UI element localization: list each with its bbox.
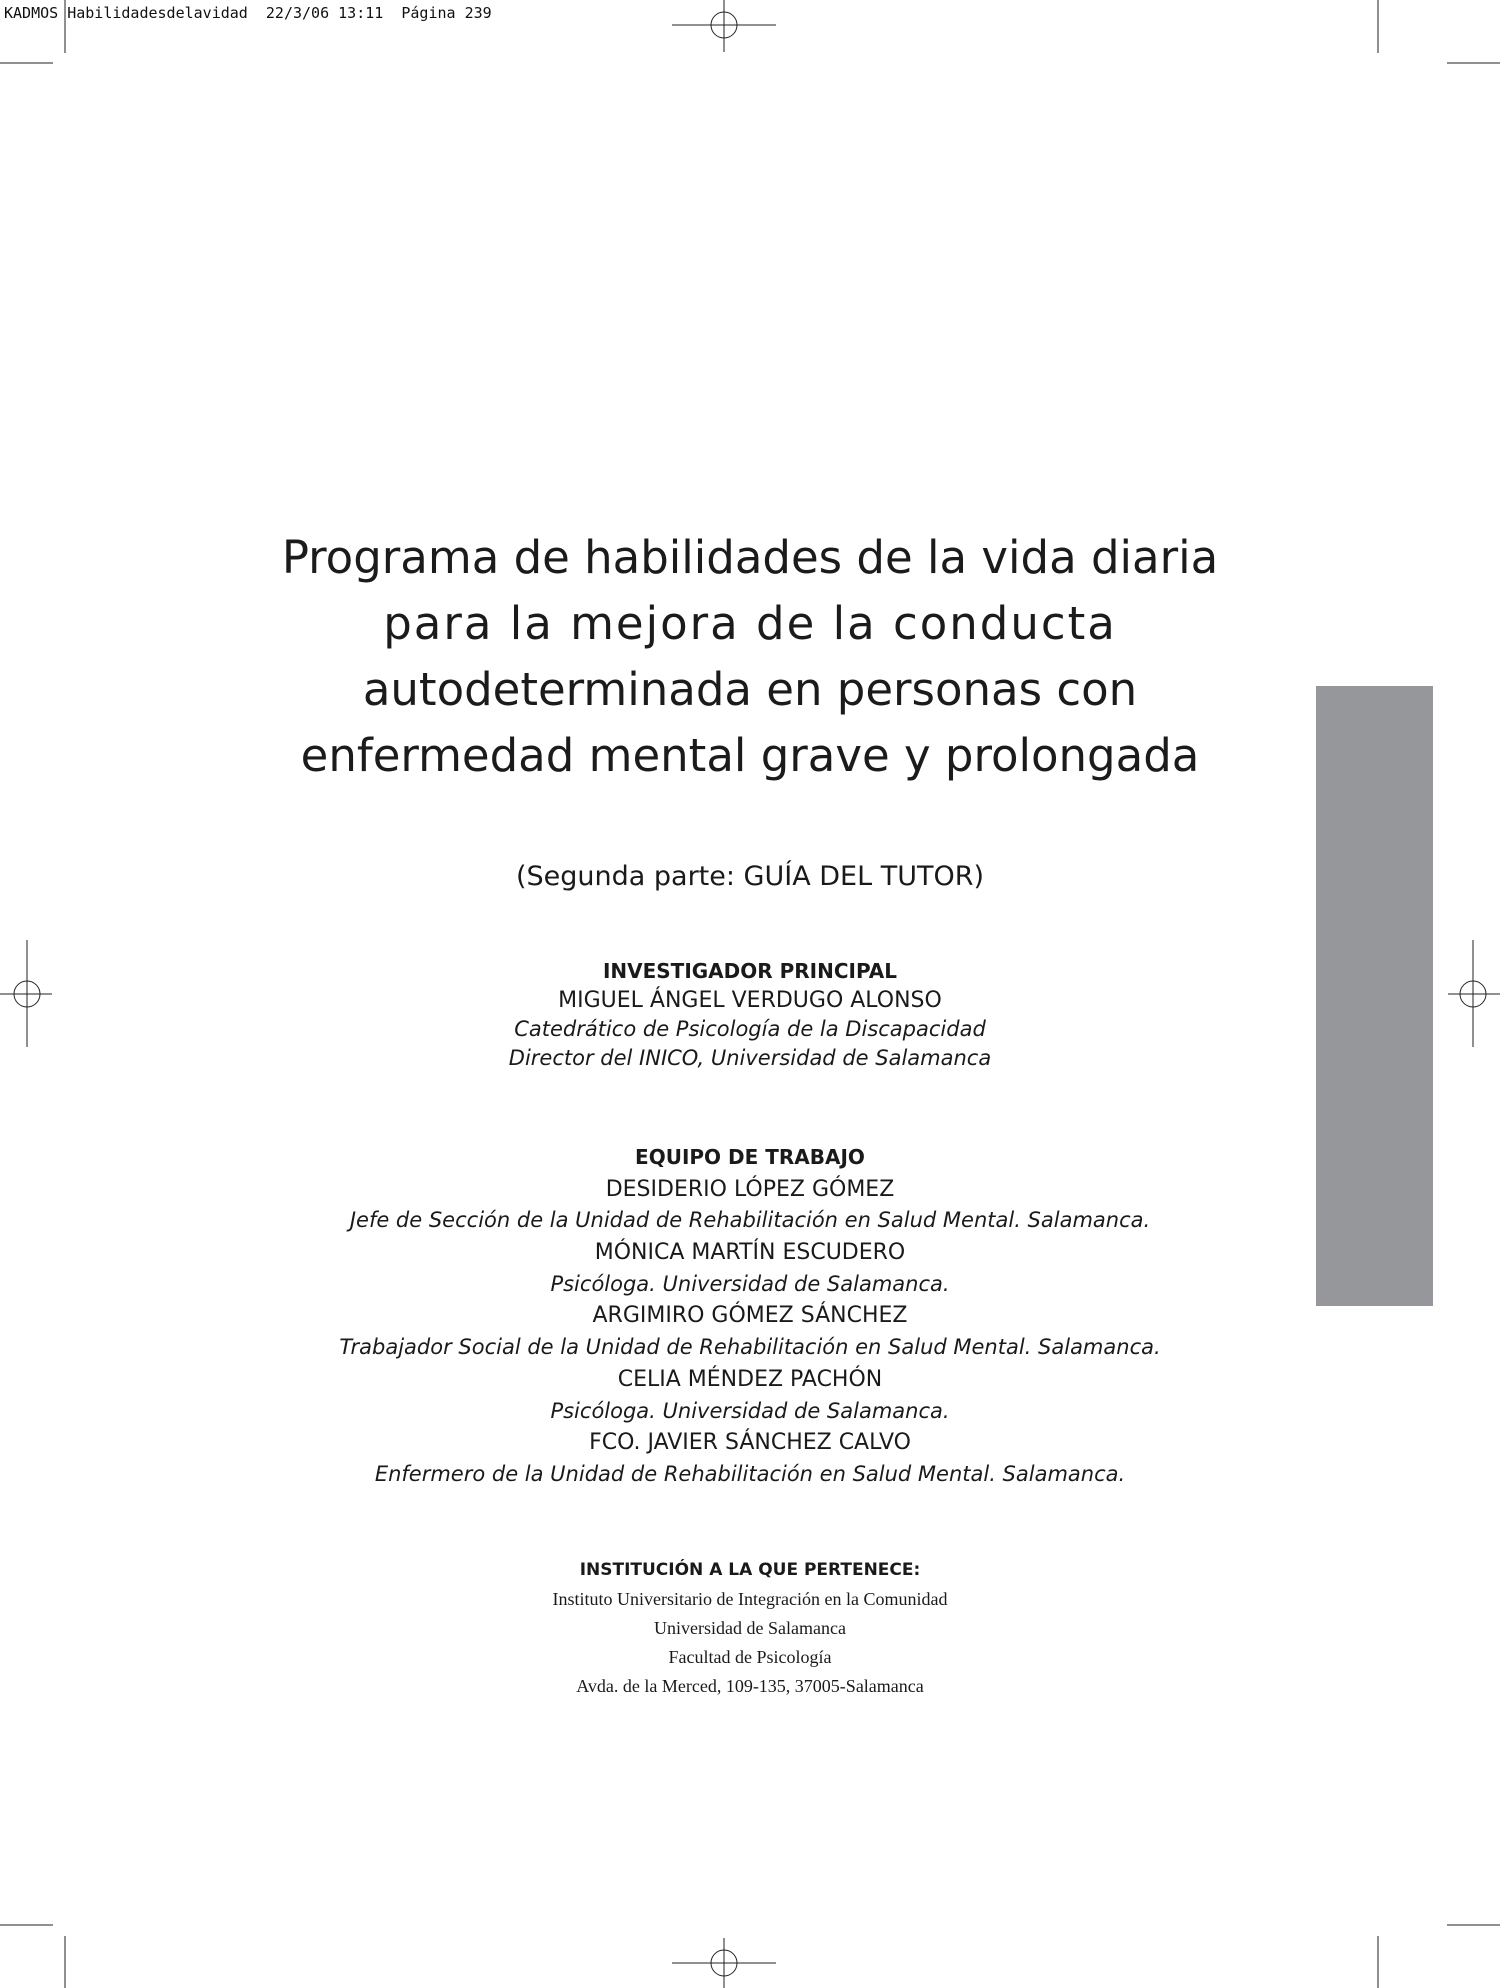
member-role: Psicóloga. Universidad de Salamanca. <box>550 1271 950 1296</box>
institucion-section <box>0 1556 1500 1701</box>
title-line-3: autodeterminada en personas con <box>362 663 1138 716</box>
slug-date-time: 22/3/06 13:11 <box>265 4 384 22</box>
equipo-heading: EQUIPO DE TRABAJO <box>635 1145 865 1169</box>
title-line-1: Programa de habilidades de la vida diaria <box>281 531 1219 584</box>
institucion-line: Universidad de Salamanca <box>654 1618 846 1638</box>
member-role: Jefe de Sección de la Unidad de Rehabilitación en Salud Mental. Salamanca. <box>349 1208 1151 1233</box>
institucion-line: Instituto Universitario de Integración en la Comunidad <box>552 1589 948 1609</box>
page-title <box>0 525 1500 789</box>
member-role: Enfermero de la Unidad de Rehabilitación en Salud Mental. Salamanca. <box>374 1461 1126 1486</box>
member-name: DESIDERIO LÓPEZ GÓMEZ <box>605 1176 895 1202</box>
investigador-heading: INVESTIGADOR PRINCIPAL <box>602 959 898 983</box>
member-name: CELIA MÉNDEZ PACHÓN <box>617 1366 883 1392</box>
member-role: Psicóloga. Universidad de Salamanca. <box>550 1398 950 1423</box>
subtitle: (Segunda parte: GUÍA DEL TUTOR) <box>515 861 985 892</box>
title-line-2: para la mejora de la conducta <box>383 597 1117 650</box>
institucion-line: Avda. de la Merced, 109-135, 37005-Salamanca <box>576 1676 924 1696</box>
title-line-4: enfermedad mental grave y prolongada <box>300 729 1200 782</box>
investigador-role-2: Director del INICO, Universidad de Salamanca <box>508 1046 992 1070</box>
investigador-name: MIGUEL ÁNGEL VERDUGO ALONSO <box>558 988 942 1013</box>
slug-job: KADMOS Habilidadesdelavidad <box>4 4 248 22</box>
slug-page-label: Página 239 <box>401 4 492 22</box>
member-name: MÓNICA MARTÍN ESCUDERO <box>594 1240 906 1266</box>
institucion-heading: INSTITUCIÓN A LA QUE PERTENECE: <box>579 1560 921 1580</box>
member-name: FCO. JAVIER SÁNCHEZ CALVO <box>589 1430 911 1456</box>
investigador-role-1: Catedrático de Psicología de la Discapacidad <box>514 1017 986 1041</box>
member-role: Trabajador Social de la Unidad de Rehabilitación en Salud Mental. Salamanca. <box>339 1335 1161 1360</box>
institucion-line: Facultad de Psicología <box>668 1647 832 1667</box>
member-name: ARGIMIRO GÓMEZ SÁNCHEZ <box>592 1303 908 1329</box>
equipo-section <box>0 1142 1500 1491</box>
investigador-section <box>0 957 1500 1073</box>
